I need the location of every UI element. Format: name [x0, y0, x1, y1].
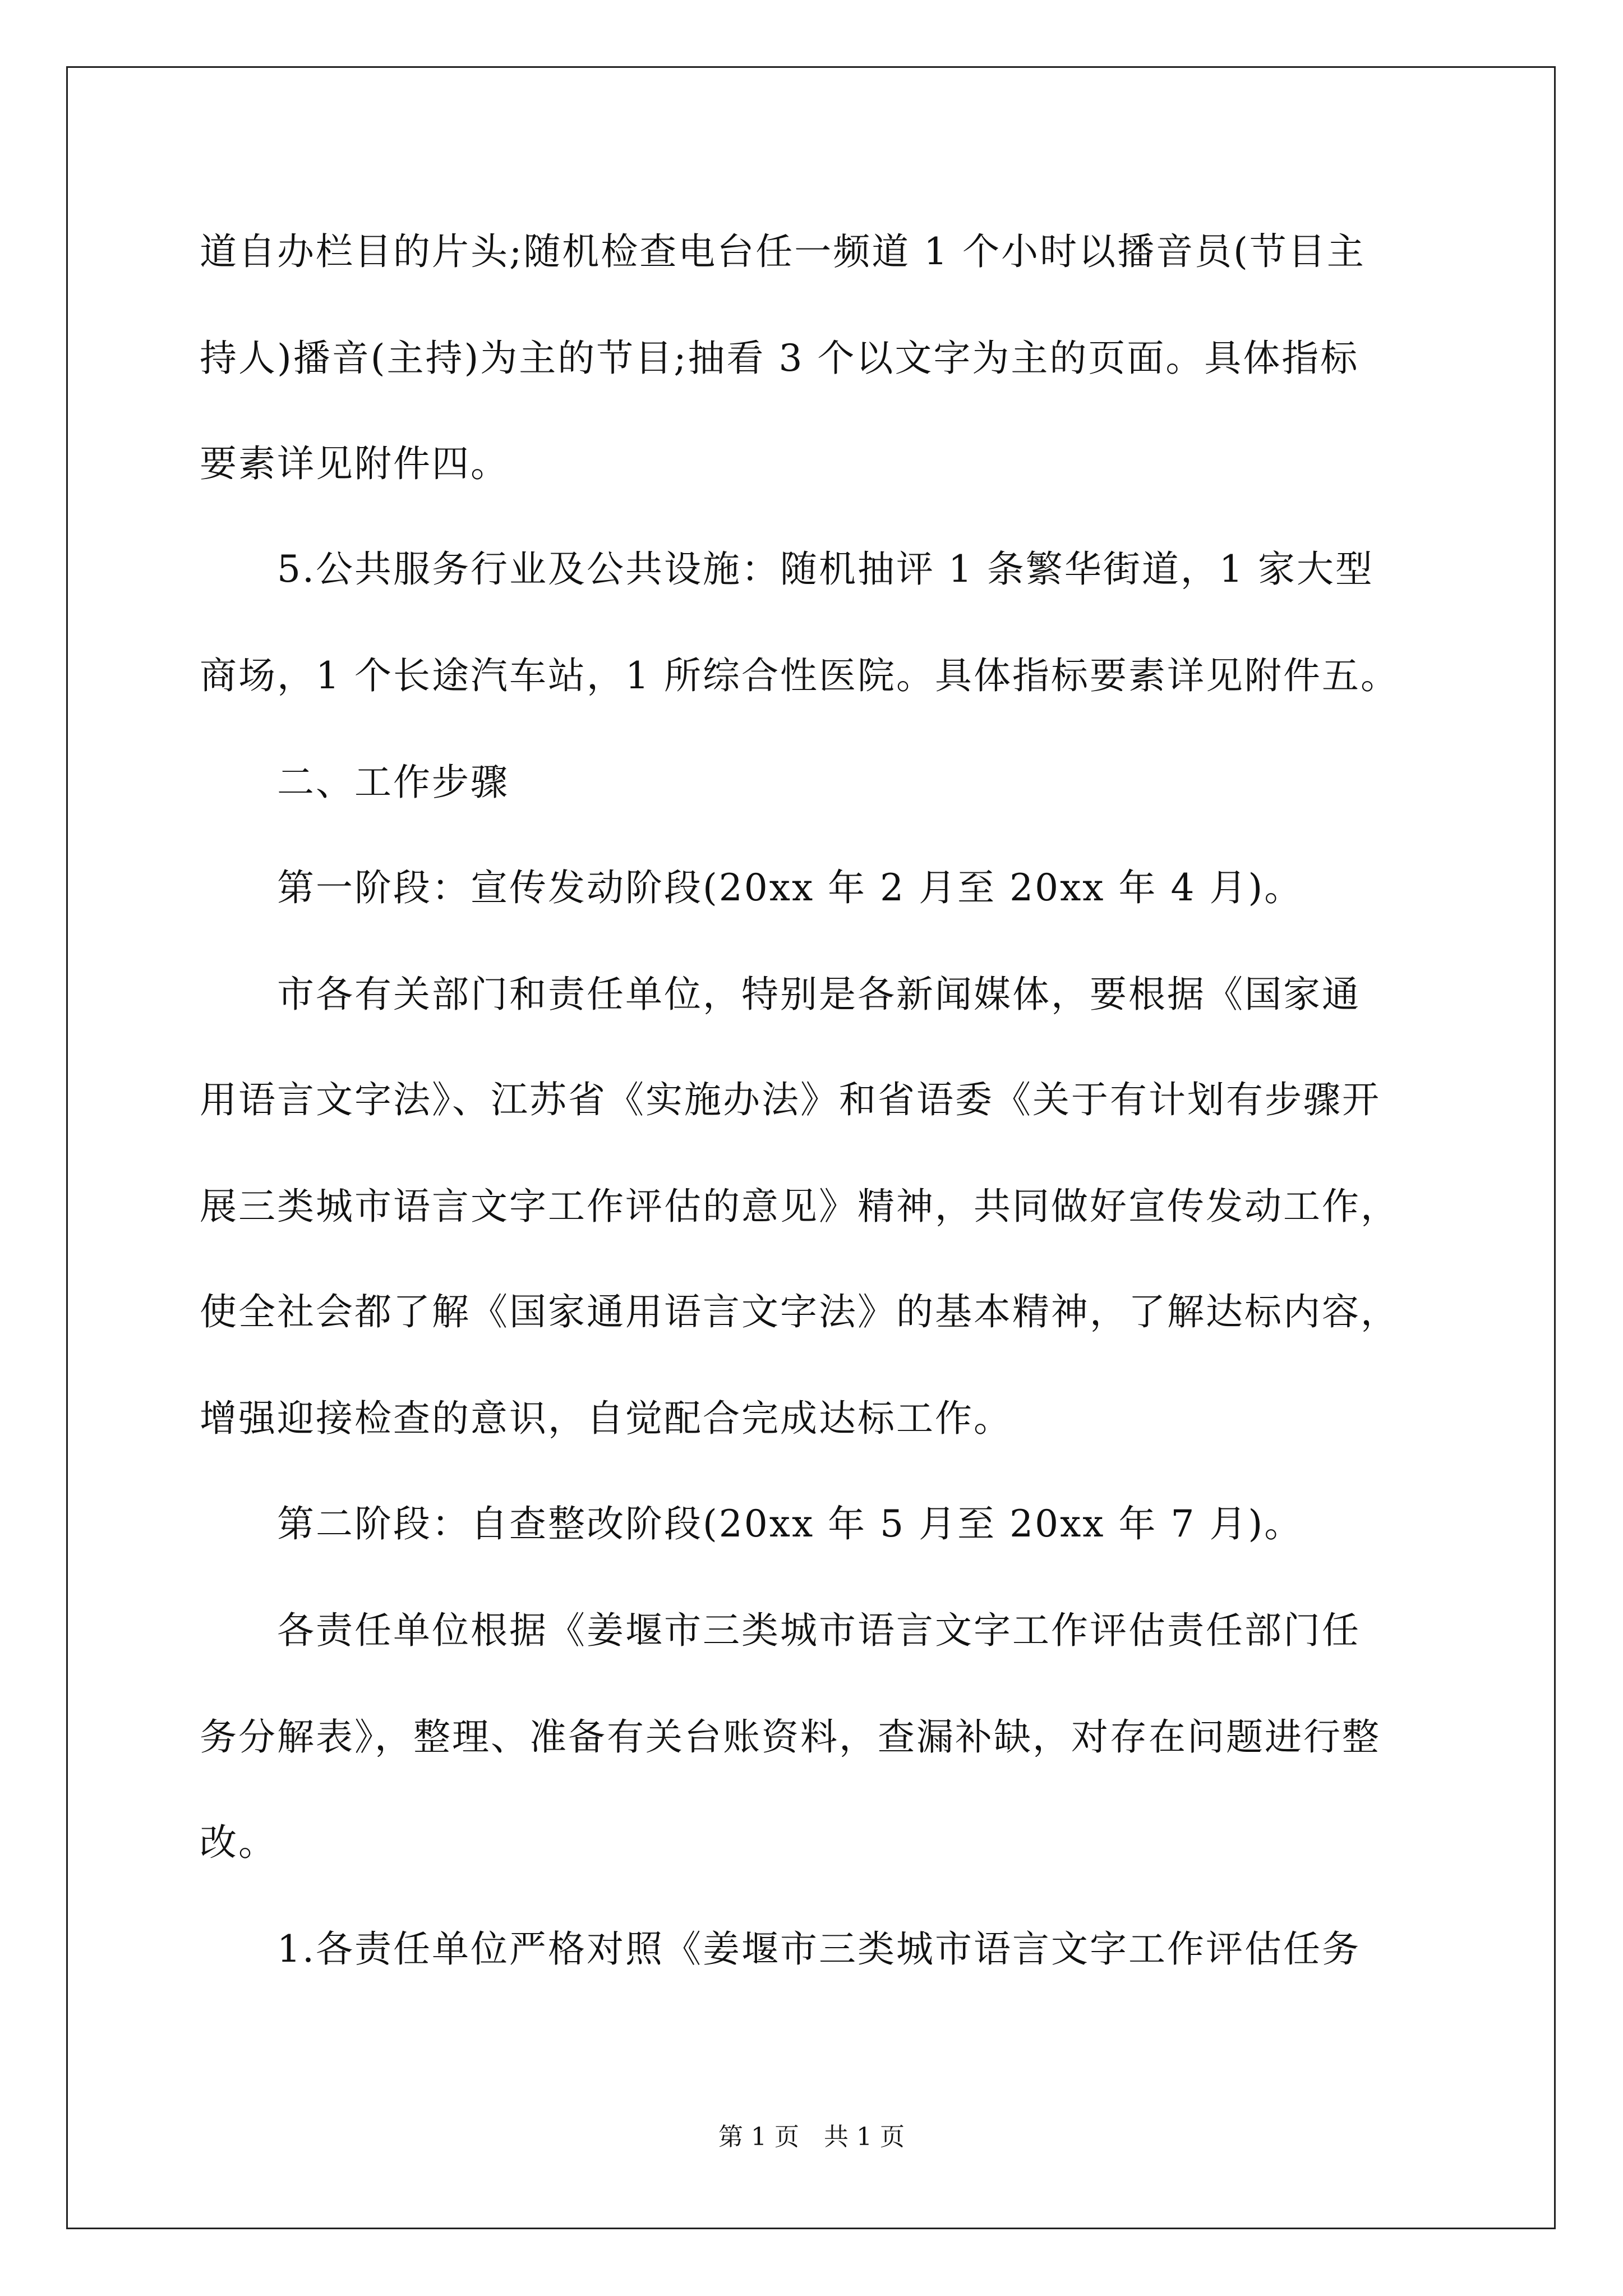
text-line-9: 用语言文字法》、江苏省《实施办法》和省语委《关于有计划有步骤开 [200, 1078, 1381, 1121]
text-line-5: 商场，1 个长途汽车站，1 所综合性医院。具体指标要素详见附件五。 [200, 654, 1399, 697]
text-line-7: 第一阶段：宣传发动阶段(20xx 年 2 月至 20xx 年 4 月)。 [200, 866, 1303, 909]
text-line-14: 各责任单位根据《姜堰市三类城市语言文字工作评估责任部门任 [200, 1609, 1361, 1652]
text-line-17: 1.各责任单位严格对照《姜堰市三类城市语言文字工作评估任务 [200, 1927, 1361, 1971]
text-line-13: 第二阶段：自查整改阶段(20xx 年 5 月至 20xx 年 7 月)。 [200, 1502, 1303, 1545]
text-line-12: 增强迎接检查的意识，自觉配合完成达标工作。 [200, 1397, 1012, 1440]
text-line-11: 使全社会都了解《国家通用语言文字法》的基本精神，了解达标内容， [200, 1290, 1399, 1333]
page-number-footer: 第 1 页 共 1 页 [718, 2123, 905, 2151]
text-line-2: 持人)播音(主持)为主的节目;抽看 3 个以文字为主的页面。具体指标 [200, 337, 1359, 380]
text-line-1: 道自办栏目的片头;随机检查电台任一频道 1 个小时以播音员(节目主 [200, 230, 1366, 273]
text-line-10: 展三类城市语言文字工作评估的意见》精神，共同做好宣传发动工作， [200, 1185, 1399, 1228]
text-line-8: 市各有关部门和责任单位，特别是各新闻媒体，要根据《国家通 [200, 973, 1361, 1016]
section-heading-work-steps: 二、工作步骤 [200, 761, 509, 804]
text-line-3: 要素详见附件四。 [200, 442, 509, 485]
text-line-15: 务分解表》，整理、准备有关台账资料，查漏补缺，对存在问题进行整 [200, 1715, 1381, 1759]
text-line-16: 改。 [200, 1821, 277, 1864]
text-line-4: 5.公共服务行业及公共设施：随机抽评 1 条繁华街道，1 家大型 [200, 547, 1374, 591]
page-border [66, 66, 1556, 2229]
